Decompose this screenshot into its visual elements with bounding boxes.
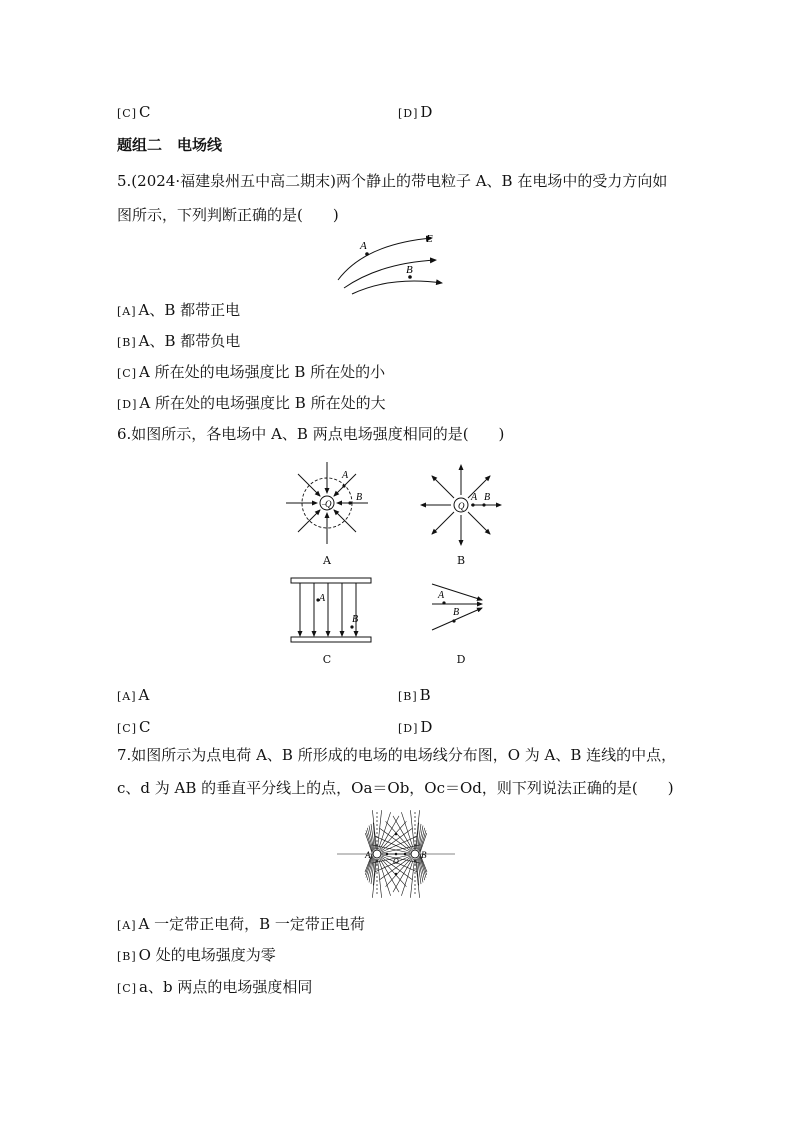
field-line — [379, 812, 391, 849]
q6-option-d — [398, 717, 432, 739]
option-tag: [C] — [117, 107, 137, 120]
field-line — [401, 812, 413, 849]
option-tag: [C] — [117, 722, 137, 735]
field-line — [366, 830, 372, 852]
option-d-prev — [398, 102, 432, 124]
field-line — [420, 830, 426, 852]
q6-stem: 6.如图所示，各电场中 A、B 两点电场强度相同的是( ) — [117, 425, 505, 443]
q5-option-b — [117, 331, 240, 353]
section-heading: 题组二 电场线 — [117, 136, 223, 154]
point-a — [442, 601, 445, 604]
q6-caption-a: A — [323, 554, 331, 567]
q7-option-c — [117, 977, 312, 999]
option-text: a、b 两点的电场强度相同 — [139, 978, 313, 996]
field-line-3 — [352, 281, 442, 294]
option-c-prev — [117, 102, 150, 124]
bottom-plate — [291, 637, 371, 642]
q7-option-a — [117, 914, 365, 936]
label-b: B — [484, 492, 491, 503]
field-line — [416, 859, 420, 898]
field-line — [372, 810, 376, 849]
field-line — [416, 810, 420, 849]
option-tag: [D] — [398, 722, 419, 735]
charge-a — [373, 850, 381, 858]
option-tag: [A] — [117, 919, 137, 932]
label-o: O — [393, 857, 399, 866]
option-text: C — [139, 103, 151, 121]
label-a: A — [360, 240, 367, 252]
label-a: A — [438, 590, 445, 601]
option-text: B — [419, 686, 431, 704]
label-a: A — [365, 850, 371, 860]
point-d — [395, 873, 398, 876]
option-text: A、B 都带正电 — [138, 301, 241, 319]
point-b — [350, 625, 353, 628]
field-line — [401, 859, 413, 896]
q6-caption-d: D — [456, 653, 466, 666]
label-b: B — [356, 492, 363, 503]
charge-a-dot — [365, 252, 369, 256]
label-a: A — [342, 470, 349, 481]
q5-field-line-figure — [330, 228, 455, 296]
point-o — [395, 853, 398, 856]
q6-option-a — [117, 685, 149, 707]
minus-sign: − — [321, 500, 327, 509]
label-b: B — [453, 607, 460, 618]
top-plate — [291, 578, 371, 583]
q7-option-b — [117, 945, 276, 967]
q6-option-c — [117, 717, 150, 739]
q5-option-d — [117, 393, 386, 415]
label-b: B — [421, 850, 427, 860]
option-tag: [B] — [398, 690, 418, 703]
field-line-2 — [344, 260, 436, 288]
option-tag: [A] — [117, 690, 137, 703]
q7-stem-line1: 7.如图所示为点电荷 A、B 所形成的电场的电场线分布图，O 为 A、B 连线的中点， — [117, 746, 677, 764]
option-tag: [D] — [398, 107, 419, 120]
uniform-field-lines — [300, 583, 359, 636]
option-text: A 所在处的电场强度比 B 所在处的大 — [139, 394, 386, 412]
q5-option-c — [117, 362, 385, 384]
field-line — [379, 859, 391, 896]
q5-stem-line2: 图所示，下列判断正确的是( ) — [117, 206, 339, 224]
field-line-1 — [338, 238, 432, 280]
option-tag: [B] — [117, 336, 137, 349]
q6-figure-b — [418, 462, 504, 548]
option-text: A、B 都带负电 — [138, 332, 241, 350]
q6-figure-a — [284, 460, 370, 546]
label-q: Q — [458, 501, 465, 511]
q6-option-b — [398, 685, 431, 707]
q7-stem-line2: c、d 为 AB 的垂直平分线上的点，Oa＝Ob，Oc＝Od，则下列说法正确的是( ) — [117, 779, 674, 797]
option-tag: [B] — [117, 950, 137, 963]
q6-caption-c: C — [322, 653, 332, 666]
label-e: E — [426, 233, 433, 245]
option-tag: [D] — [117, 398, 138, 411]
label-b: B — [352, 614, 359, 625]
point-b — [348, 501, 351, 504]
field-line — [372, 859, 376, 898]
point-b — [482, 503, 485, 506]
q6-caption-b: B — [456, 554, 466, 567]
q6-figure-c — [288, 575, 374, 647]
option-text: O 处的电场强度为零 — [138, 946, 276, 964]
point-a-small — [386, 853, 389, 856]
point-b — [452, 619, 455, 622]
q5-stem-line1: 5.(2024·福建泉州五中高二期末)两个静止的带电粒子 A、B 在电场中的受力方向如 — [117, 172, 668, 190]
option-tag: [A] — [117, 305, 137, 318]
point-c — [395, 833, 398, 836]
label-q: Q — [325, 499, 332, 509]
option-text: A — [138, 686, 150, 704]
option-tag: [C] — [117, 367, 137, 380]
option-text: C — [139, 718, 151, 736]
q7-field-line-figure — [335, 808, 457, 900]
charge-b — [411, 850, 419, 858]
point-b-small — [404, 853, 407, 856]
label-b: B — [406, 264, 413, 276]
label-a: A — [319, 593, 326, 604]
option-text: A 所在处的电场强度比 B 所在处的小 — [139, 363, 386, 381]
q6-figure-d — [430, 580, 490, 642]
q5-option-a — [117, 300, 240, 322]
point-a — [471, 503, 474, 506]
option-text: D — [420, 718, 433, 736]
point-a — [342, 484, 345, 487]
option-text: D — [420, 103, 433, 121]
option-text: A 一定带正电荷，B 一定带正电荷 — [138, 915, 365, 933]
label-a: A — [471, 492, 478, 503]
option-tag: [C] — [117, 982, 137, 995]
